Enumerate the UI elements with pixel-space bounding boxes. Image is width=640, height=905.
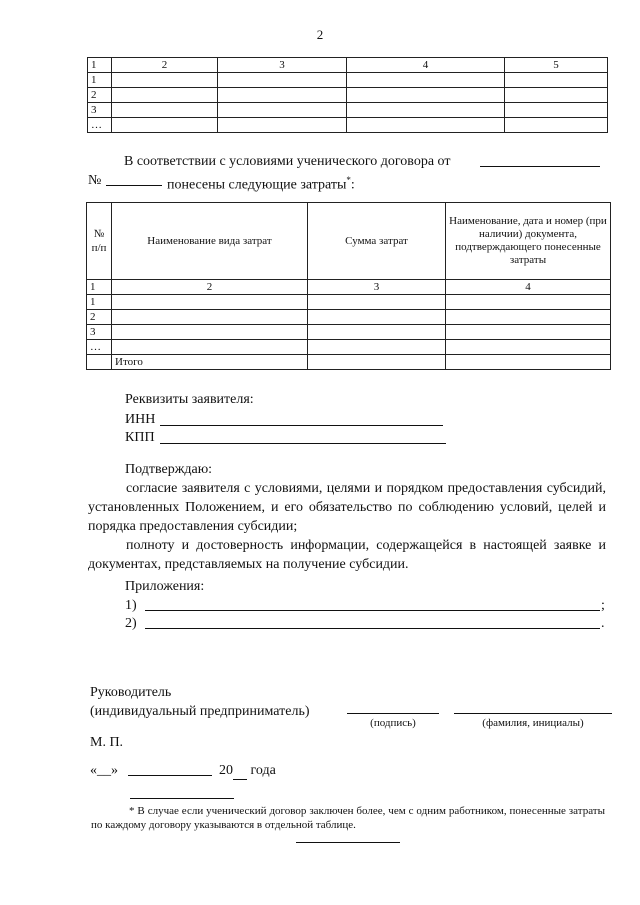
table-cell (347, 118, 505, 133)
table-1-header-cell: 2 (112, 58, 218, 73)
table-1-header-cell: 5 (505, 58, 608, 73)
table-2 (86, 202, 611, 370)
intro-no-sign: № (88, 173, 102, 188)
table-cell (112, 118, 218, 133)
signer-subtitle: (индивидуальный предприниматель) (90, 704, 310, 719)
row-number: 1 (88, 73, 112, 88)
name-caption: (фамилия, инициалы) (482, 717, 584, 729)
table-cell (446, 355, 611, 370)
kpp-field[interactable] (160, 443, 446, 444)
table-cell (112, 73, 218, 88)
table-cell (505, 118, 608, 133)
row-number: 3 (88, 103, 112, 118)
table-1-header-cell: 3 (218, 58, 347, 73)
table-2-header-row (87, 203, 611, 280)
table-cell (505, 73, 608, 88)
table-cell (112, 103, 218, 118)
name-field[interactable] (454, 713, 612, 714)
confirm-title: Подтверждаю: (125, 462, 213, 477)
table-row (87, 295, 611, 310)
table-cell (446, 340, 611, 355)
table-1 (87, 57, 608, 133)
table-2-total-row (87, 355, 611, 370)
table-row (87, 325, 611, 340)
contract-number-field[interactable] (106, 185, 162, 186)
table-row (87, 340, 611, 355)
month-field[interactable] (128, 775, 212, 776)
footnote-text: * В случае если ученический договор заключен более, чем с одним работником, понесенные затраты по каждому договору указываются в отдельной таблице. (91, 805, 605, 831)
table-cell (87, 355, 112, 370)
attachment-item-1-field[interactable] (145, 610, 600, 611)
date-open-quote: « (90, 763, 97, 778)
row-number: 2 (87, 310, 112, 325)
table-1-header-row (88, 58, 608, 73)
table-cell (505, 103, 608, 118)
intro-text-1: В соответствии с условиями ученического договора от (124, 154, 451, 169)
attachment-item-1-label: 1) (125, 598, 137, 613)
table-cell (112, 310, 308, 325)
year-suffix: года (250, 763, 276, 778)
table-2-number-cell: 3 (308, 280, 446, 295)
row-number: 2 (88, 88, 112, 103)
table-row (88, 88, 608, 103)
table-cell (112, 340, 308, 355)
row-number: … (87, 340, 112, 355)
intro-line-2 (167, 171, 355, 195)
signature-caption: (подпись) (370, 717, 416, 729)
day-field[interactable]: __ (97, 763, 111, 778)
row-number: 3 (87, 325, 112, 340)
table-row (88, 118, 608, 133)
contract-date-field[interactable] (480, 166, 600, 167)
footnote-separator (130, 798, 234, 799)
attachment-item-2-end: . (601, 616, 605, 631)
table-cell (446, 325, 611, 340)
table-1-header-cell: 4 (347, 58, 505, 73)
table-row (88, 103, 608, 118)
table-cell (347, 88, 505, 103)
table-cell (308, 340, 446, 355)
intro-colon: : (350, 177, 355, 193)
table-row (88, 73, 608, 88)
date-line (90, 761, 118, 780)
table-2-number-row (87, 280, 611, 295)
date-close-quote: » (111, 763, 118, 778)
table-2-header-cell: Наименование, дата и номер (при наличии) документа, подтверждающего понесенные затраты (446, 203, 611, 280)
year-field[interactable] (233, 766, 247, 780)
table-cell (446, 310, 611, 325)
total-label: Итого (112, 355, 308, 370)
table-cell (112, 88, 218, 103)
table-2-number-cell: 1 (87, 280, 112, 295)
requisites-title: Реквизиты заявителя: (125, 392, 254, 407)
confirm-paragraph-1: согласие заявителя с условиями, целями и порядком предоставления субсидий, установленных Положением, и его обязательство по соблюдению условий, целей и порядка предоставления субсидии; (88, 481, 606, 534)
table-cell (308, 355, 446, 370)
signer-title: Руководитель (90, 685, 172, 700)
confirm-paragraph-2: полноту и достоверность информации, содержащейся в настоящей заявке и документах, представляемых на получение субсидии. (88, 538, 606, 572)
table-cell (308, 325, 446, 340)
table-2-number-cell: 4 (446, 280, 611, 295)
footnote-mark: * (346, 175, 351, 185)
row-number: 1 (87, 295, 112, 310)
table-row (87, 310, 611, 325)
attachment-item-2-field[interactable] (145, 628, 600, 629)
table-cell (218, 73, 347, 88)
intro-text-2: понесены следующие затраты (167, 177, 347, 193)
table-2-header-cell: Сумма затрат (308, 203, 446, 280)
table-2-header-cell: № п/п (87, 203, 112, 280)
table-2-header-cell: Наименование вида затрат (112, 203, 308, 280)
end-separator (296, 842, 400, 843)
page-number: 2 (316, 27, 324, 42)
signature-field[interactable] (347, 713, 439, 714)
table-cell (308, 295, 446, 310)
attachments-title: Приложения: (125, 579, 205, 594)
inn-label: ИНН (125, 412, 156, 427)
stamp-label: М. П. (90, 735, 124, 750)
attachment-item-2-label: 2) (125, 616, 137, 631)
year-line (219, 761, 276, 780)
year-prefix: 20 (219, 763, 233, 778)
table-cell (218, 103, 347, 118)
table-cell (308, 310, 446, 325)
table-cell (347, 73, 505, 88)
table-cell (218, 118, 347, 133)
intro-line-1 (124, 152, 450, 171)
kpp-label: КПП (125, 430, 155, 445)
table-cell (112, 295, 308, 310)
table-cell (218, 88, 347, 103)
table-1-header-cell: 1 (88, 58, 112, 73)
table-cell (505, 88, 608, 103)
table-cell (347, 103, 505, 118)
attachment-item-1-end: ; (601, 598, 605, 613)
inn-field[interactable] (160, 425, 443, 426)
table-cell (112, 325, 308, 340)
row-number: … (88, 118, 112, 133)
table-cell (446, 295, 611, 310)
table-2-number-cell: 2 (112, 280, 308, 295)
